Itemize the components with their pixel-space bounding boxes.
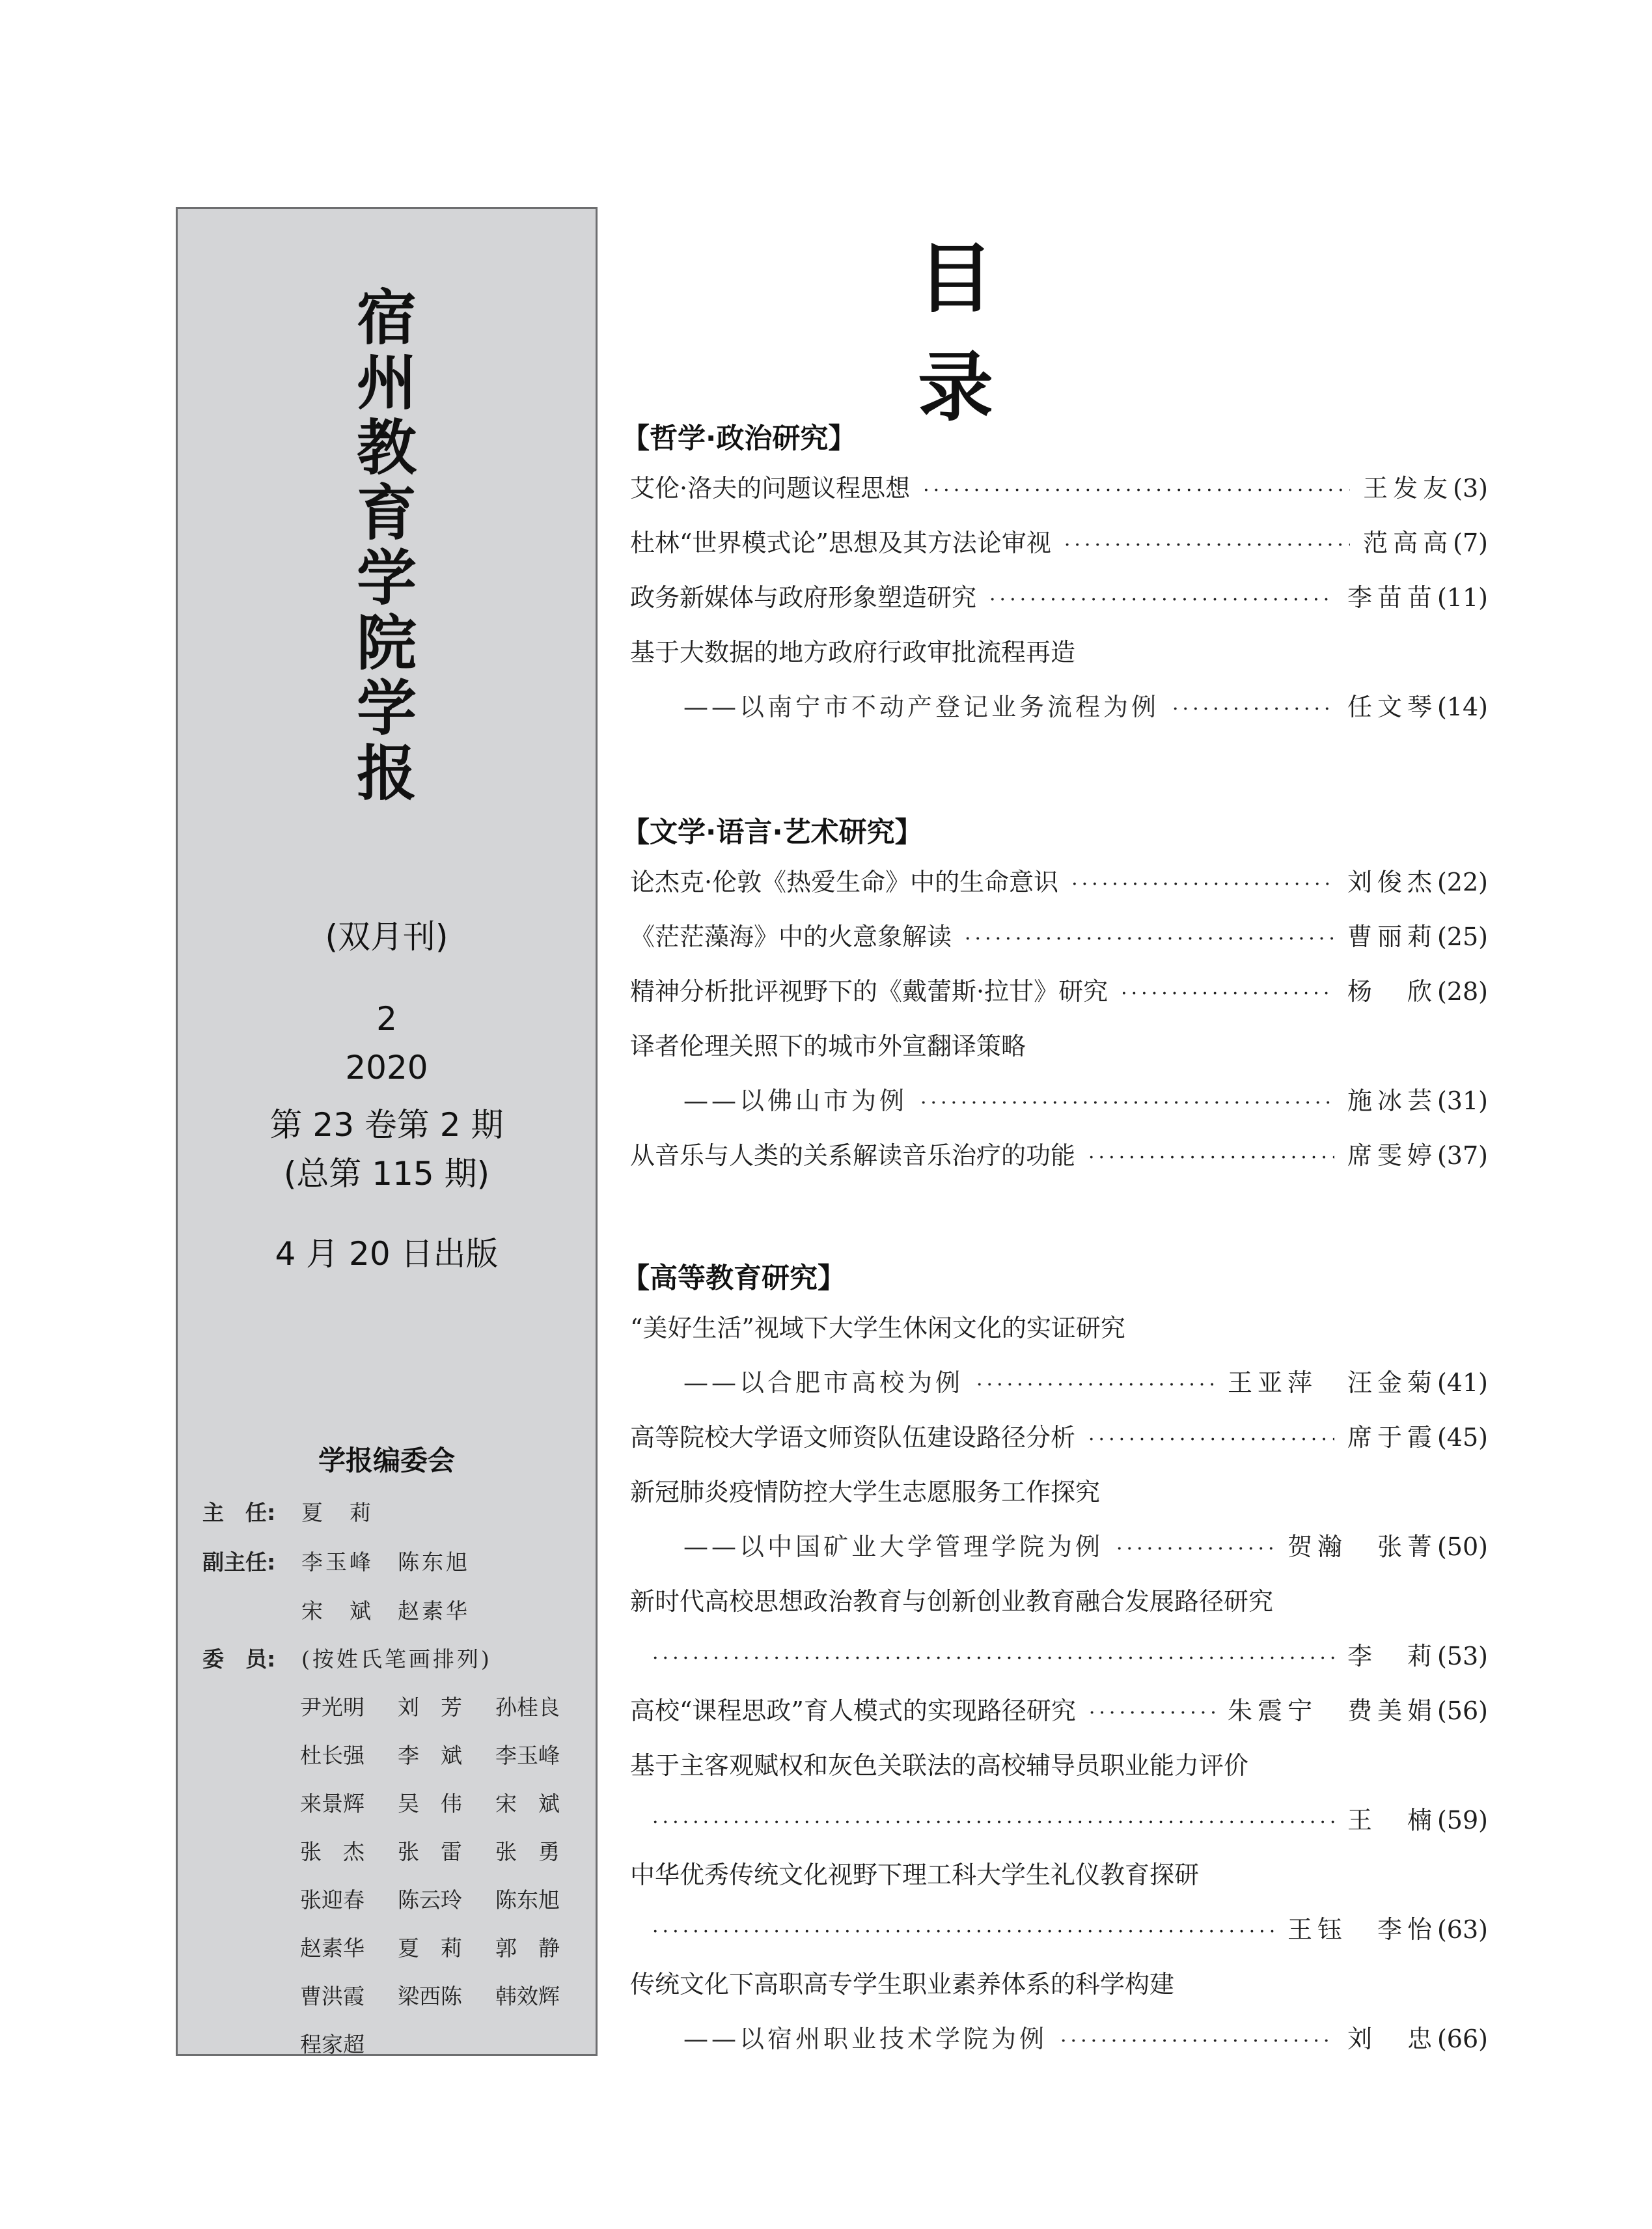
leader-dots	[652, 1803, 1334, 1842]
entry-title: 新时代高校思想政治教育与创新创业教育融合发展路径研究	[630, 1587, 1274, 1616]
leader-dots	[965, 920, 1334, 959]
leader-dots	[1089, 1694, 1215, 1733]
entry-title: 传统文化下高职高专学生职业素养体系的科学构建	[630, 1970, 1175, 1999]
board-member-name: 杜长强	[300, 1743, 365, 1768]
section-title: 【高等教育研究】	[622, 1262, 846, 1295]
entry-title: 中华优秀传统文化视野下理工科大学生礼仪教育探研	[630, 1861, 1200, 1889]
board-member-name: 张 雷	[398, 1839, 462, 1864]
leader-dots	[652, 1639, 1334, 1678]
board-member-name: 尹光明	[300, 1695, 365, 1720]
leader-dots	[1088, 1420, 1334, 1460]
entry-page: (22)	[1437, 868, 1488, 896]
board-member-name: 张迎春	[300, 1887, 365, 1913]
board-member-name: 来景辉	[300, 1791, 365, 1816]
board-member-name: 刘 芳	[398, 1695, 462, 1720]
entry-author: 王钰 李怡	[1287, 1915, 1437, 1944]
entry-title: ——以南宁市不动产登记业务流程为例	[683, 693, 1160, 721]
director-name: 夏 莉	[301, 1500, 374, 1525]
issue-number: 2	[376, 1000, 397, 1038]
entry-page: (59)	[1437, 1806, 1488, 1834]
toc-entry[interactable]	[630, 469, 1488, 508]
toc-entry[interactable]	[630, 523, 1488, 562]
toc-entry[interactable]	[630, 1910, 1488, 1949]
journal-title-char: 宿	[356, 283, 417, 353]
entry-title: 杜林“世界模式论”思想及其方法论审视	[630, 529, 1051, 557]
leader-dots	[1172, 690, 1334, 729]
toc-entry[interactable]	[630, 1691, 1488, 1730]
toc-entry[interactable]	[630, 1308, 1488, 1348]
director-label: 主 任:	[202, 1500, 276, 1525]
board-member-name: 曹洪霞	[300, 1984, 365, 2009]
editorial-board-heading: 学报编委会	[318, 1445, 455, 1476]
entry-title: 政务新媒体与政府形象塑造研究	[630, 583, 977, 612]
issue-year: 2020	[345, 1049, 428, 1087]
entry-title: 高校“课程思政”育人模式的实现路径研究	[630, 1696, 1076, 1725]
entry-title: “美好生活”视域下大学生休闲文化的实证研究	[630, 1314, 1125, 1342]
entry-author: 施冰芸	[1347, 1087, 1437, 1115]
board-member-name: 李玉峰	[495, 1743, 560, 1768]
board-member-name: 陈云玲	[398, 1887, 462, 1913]
toc-entry[interactable]	[630, 863, 1488, 902]
board-member-name: 李 斌	[398, 1743, 462, 1768]
entry-title: ——以合肥市高校为例	[683, 1368, 964, 1397]
toc-entry[interactable]	[630, 1965, 1488, 2004]
journal-title-char: 报	[356, 739, 417, 809]
toc-entry[interactable]	[630, 1801, 1488, 1840]
board-member-name: 郭 静	[495, 1935, 560, 1961]
toc-entry[interactable]	[630, 1473, 1488, 1512]
entry-author: 王 楠	[1347, 1806, 1437, 1834]
entry-page: (50)	[1437, 1532, 1488, 1561]
entry-author: 范高高	[1363, 529, 1453, 557]
journal-title-char: 院	[356, 609, 417, 678]
entry-author: 曹丽莉	[1347, 922, 1437, 951]
entry-author: 席于霞	[1347, 1423, 1437, 1452]
entry-title: 精神分析批评视野下的《戴蕾斯·拉甘》研究	[630, 977, 1108, 1006]
entry-title: 从音乐与人类的关系解读音乐治疗的功能	[630, 1141, 1076, 1170]
entry-title: 新冠肺炎疫情防控大学生志愿服务工作探究	[630, 1478, 1101, 1506]
board-member-name: 赵素华	[300, 1935, 365, 1961]
entry-author: 任文琴	[1347, 693, 1437, 721]
toc-entry[interactable]	[630, 972, 1488, 1011]
entry-page: (41)	[1437, 1368, 1488, 1397]
board-member-name: 韩效辉	[495, 1984, 560, 2009]
toc-entry[interactable]	[630, 1027, 1488, 1066]
entry-page: (31)	[1437, 1087, 1488, 1115]
toc-entry[interactable]	[630, 2019, 1488, 2058]
toc-entry[interactable]	[630, 1363, 1488, 1402]
toc-entry[interactable]	[630, 1418, 1488, 1457]
leader-dots	[920, 1084, 1334, 1123]
entry-page: (63)	[1437, 1915, 1488, 1944]
toc-entry[interactable]	[630, 1081, 1488, 1120]
entry-page: (37)	[1437, 1141, 1488, 1170]
members-label: 委 员:	[202, 1646, 276, 1672]
board-member-name: 孙桂良	[495, 1695, 560, 1720]
toc-entry[interactable]	[630, 1527, 1488, 1566]
journal-title	[178, 283, 596, 809]
entry-author: 贺瀚 张菁	[1287, 1532, 1437, 1561]
leader-dots	[989, 581, 1334, 620]
toc-entry[interactable]	[630, 917, 1488, 956]
entry-title: ——以宿州职业技术学院为例	[683, 2025, 1048, 2053]
publication-frequency: (双月刊)	[325, 918, 448, 956]
members-note: (按姓氏笔画排列)	[301, 1646, 492, 1672]
board-member-list	[300, 1683, 586, 2069]
entry-author: 王发友	[1363, 474, 1453, 503]
entry-title: 高等院校大学语文师资队伍建设路径分析	[630, 1423, 1076, 1452]
deputy-names: 李玉峰 陈东旭	[301, 1549, 470, 1575]
section-title: 【哲学·政治研究】	[622, 422, 857, 455]
leader-dots	[652, 1913, 1274, 1952]
journal-title-char: 州	[356, 348, 417, 418]
board-member-name: 夏 莉	[398, 1935, 462, 1961]
journal-title-char: 教	[356, 413, 417, 483]
leader-dots	[923, 471, 1350, 510]
leader-dots	[1121, 975, 1334, 1014]
entry-author: 朱震宁 费美娟	[1227, 1696, 1437, 1725]
board-member-name: 程家超	[300, 2032, 365, 2057]
entry-page: (53)	[1437, 1642, 1488, 1670]
entry-page: (14)	[1437, 693, 1488, 721]
entry-author: 李苗苗	[1347, 583, 1437, 612]
toc-entry[interactable]	[630, 1637, 1488, 1676]
leader-dots	[1088, 1139, 1334, 1178]
entry-title: 《茫茫藻海》中的火意象解读	[630, 922, 952, 951]
entry-title: 基于主客观赋权和灰色关联法的高校辅导员职业能力评价	[630, 1751, 1249, 1780]
journal-title-char: 学	[356, 674, 417, 743]
leader-dots	[1071, 865, 1334, 904]
entry-author: 刘 忠	[1347, 2025, 1437, 2053]
board-member-name: 张 勇	[495, 1839, 560, 1864]
entry-page: (11)	[1437, 583, 1488, 612]
board-member-name: 吴 伟	[398, 1791, 462, 1816]
toc-entry[interactable]	[630, 1746, 1488, 1785]
board-member-name: 梁西陈	[398, 1984, 462, 2009]
toc-heading: 目录	[918, 234, 1130, 432]
board-member-name: 陈东旭	[495, 1887, 560, 1913]
entry-author: 李 莉	[1347, 1642, 1437, 1670]
toc-entry[interactable]	[630, 633, 1488, 672]
deputy-label: 副主任:	[202, 1549, 276, 1575]
entry-title: 艾伦·洛夫的问题议程思想	[630, 474, 911, 503]
entry-page: (7)	[1453, 529, 1488, 557]
toc-entry[interactable]	[630, 1855, 1488, 1894]
toc-entry[interactable]	[630, 1582, 1488, 1621]
section-title: 【文学·语言·艺术研究】	[622, 816, 923, 849]
entry-title: ——以中国矿业大学管理学院为例	[683, 1532, 1104, 1561]
total-issue: (总第 115 期)	[283, 1155, 490, 1193]
leader-dots	[1064, 526, 1350, 565]
entry-title: 基于大数据的地方政府行政审批流程再造	[630, 638, 1076, 667]
journal-info-panel	[176, 207, 598, 2056]
journal-title-char: 育	[356, 478, 417, 548]
entry-author: 席雯婷	[1347, 1141, 1437, 1170]
entry-page: (45)	[1437, 1423, 1488, 1452]
entry-page: (66)	[1437, 2025, 1488, 2053]
leader-dots	[1060, 2022, 1334, 2061]
toc-entry[interactable]	[630, 578, 1488, 617]
entry-page: (28)	[1437, 977, 1488, 1006]
entry-title: ——以佛山市为例	[683, 1087, 908, 1115]
entry-page: (25)	[1437, 922, 1488, 951]
volume-issue: 第 23 卷第 2 期	[269, 1106, 504, 1144]
entry-author: 刘俊杰	[1347, 868, 1437, 896]
leader-dots	[976, 1366, 1215, 1405]
toc-entry[interactable]	[630, 687, 1488, 727]
leader-dots	[1116, 1530, 1274, 1569]
journal-title-char: 学	[356, 544, 417, 613]
toc-entry[interactable]	[630, 1136, 1488, 1175]
entry-title: 论杰克·伦敦《热爱生命》中的生命意识	[630, 868, 1059, 896]
entry-page: (3)	[1453, 474, 1488, 503]
entry-title: 译者伦理关照下的城市外宣翻译策略	[630, 1032, 1026, 1060]
entry-author: 王亚萍 汪金菊	[1227, 1368, 1437, 1397]
publish-date: 4 月 20 日出版	[275, 1235, 499, 1273]
entry-author: 杨 欣	[1347, 977, 1437, 1006]
deputy-names: 宋 斌 赵素华	[301, 1598, 470, 1624]
board-member-name: 张 杰	[300, 1839, 365, 1864]
entry-page: (56)	[1437, 1696, 1488, 1725]
board-member-name: 宋 斌	[495, 1791, 560, 1816]
